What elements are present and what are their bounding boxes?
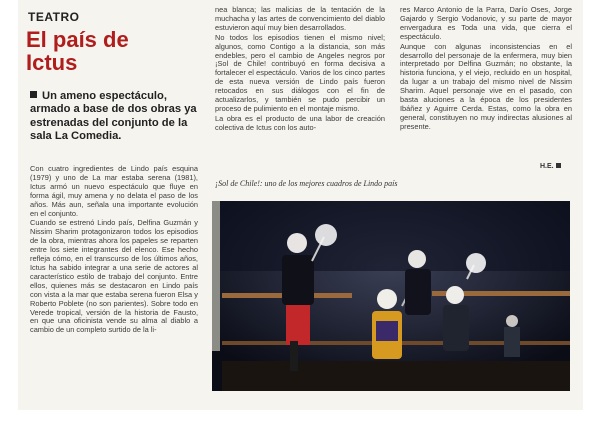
- paragraph: La obra es el producto de una labor de creación colectiva de Ictus con los auto-: [215, 113, 385, 132]
- paragraph: Con cuatro ingredientes de Lindo país esquina (1979) y uno de La mar estaba serena (1981), Ictus armó un nuevo espectáculo que fluye en forma ágil, muy amena y no delata el paso de los años. Más aun, señala una importante evolución en el conjunto.: [30, 164, 198, 218]
- deck-text: Un ameno espectáculo, armado a base de dos obras ya estrenadas del conjunto de la sala La Comedia.: [30, 90, 197, 142]
- photo-caption: ¡Sol de Chile!: uno de los mejores cuadros de Lindo país: [215, 179, 398, 188]
- section-label: TEATRO: [28, 10, 80, 24]
- deck: [30, 90, 198, 143]
- bullet-square-icon: [30, 91, 37, 98]
- body-column-2: [215, 6, 385, 134]
- paragraph: res Marco Antonio de la Parra, Darío Oses, Jorge Gajardo y Sergio Vodanovic, y su parte de mayor envergadura es Toda una vida, que cierra el espectáculo.: [400, 5, 572, 41]
- end-mark-icon: [556, 163, 561, 168]
- paragraph: Cuando se estrenó Lindo país, Delfina Guzmán y Nissim Sharim protagonizaron todos los episodios de la obra, mientras ahora los papeles se reparten entre los siete integrantes del elenco. Ese hecho refleja cómo, en el transcurso de los últimos años, Ictus ha sabido integrar a una serie de actores al característico estilo de trabajo del conjunto. Entre ellos, quienes más se destacaron en Lindo país con vista a la mar que estaba serena fueron Elsa y Roberto Poblete (no son parientes). Sobre todo en Verede tropical, versión de la historia de Fausto, en que una oficinista vende su alma al diablo a cambio de un completo surtido de la li-: [30, 218, 198, 335]
- signature-text: H.E.: [540, 163, 554, 170]
- headline: El país de Ictus: [26, 27, 129, 75]
- paragraph: No todos los episodios tienen el mismo nivel; algunos, como Contigo a la distancia, son más endebles, pero el cambio de Angeles negros por ¡Sol de Chile! contribuyó en forma decisiva a fortalecer el espectáculo. Varios de los cinco partes de esta nueva versión de Lindo país fueron retocados en sus diálogos con el fin de actualizarlos, y también se pudo percibir un proceso de pulimiento en el montaje mismo.: [215, 32, 385, 113]
- body-column-1: [30, 165, 198, 336]
- paragraph: nea blanca; las malicias de la tentación de la muchacha y las artes de convencimiento del diablo estuvieron aquí muy bien desarrollados.: [215, 5, 385, 32]
- stage-photo: [212, 201, 570, 391]
- body-column-3: [400, 6, 572, 133]
- author-signature: [540, 163, 561, 170]
- paragraph: Aunque con algunas inconsistencias en el desarrollo del personaje de la enfermera, muy bien interpretado por Delfina Guzmán; no obstante, la historia funciona, y el viejo, recluido en un hospital, da lugar a un trabajo del mismo nivel de Nissim Sharim. Aquel personaje vive en el pasado, con basta aluciones a la época de los presidentes Ibáñez y Aguirre Cerda. Estas, como la obra en general, constituyen no muy indirectas alusiones al presente.: [400, 41, 572, 131]
